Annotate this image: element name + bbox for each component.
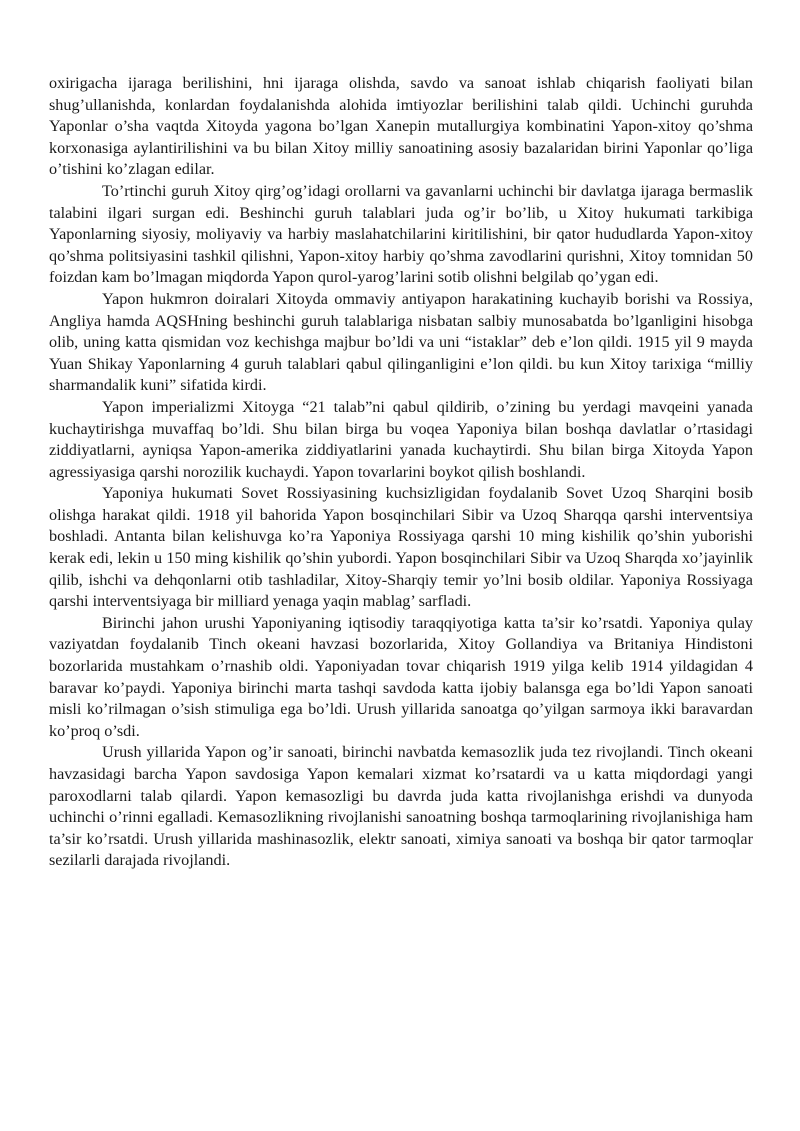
paragraph-economic-impact: Birinchi jahon urushi Yaponiyaning iqtisodiy taraqqiyotiga katta ta’sir ko’rsatdi. Yaponiya qulay vaziyatdan foydalanib Tinch okeani havzasi bozorlarida, Xitoy Gollandiya va Britaniya Hindistoni bozorlarida mustahkam o’rnashib oldi. Yaponiyadan tovar chiqarish 1919 yilga kelib 1914 yildagidan 4 baravar ko’paydi. Yaponiya birinchi marta tashqi savdoda katta ijobiy balansga ega bo’ldi Yapon sanoati misli ko’rilmagan o’sish stimuliga ega bo’ldi. Urush yillarida sanoatga qo’yilgan sarmoya ikki baravardan ko’proq o’sdi. <box>49 613 753 740</box>
paragraph-ruling-circles: Yapon hukmron doiralari Xitoyda ommaviy antiyapon harakatining kuchayib borishi va Rossiya, Angliya hamda AQSHning beshinchi guruh talablariga nisbatan salbiy munosabatda bo’lganligini hisobga olib, uning katta qismidan voz kechishga majbur bo’ldi va uni “istaklar” deb e’lon qildi. 1915 yil 9 mayda Yuan Shikay Yaponlarning 4 guruh talablari qabul qilinganligini e’lon qildi. bu kun Xitoy tarixiga “milliy sharmandalik kuni” sifatida kirdi. <box>49 289 753 395</box>
document-page <box>49 73 753 872</box>
paragraph-21-demands: Yapon imperializmi Xitoyga “21 talab”ni qabul qildirib, o’zining bu yerdagi mavqeini yanada kuchaytirishga muvaffaq bo’ldi. Shu bilan birga bu voqea Yaponiya bilan boshqa davlatlar o’rtasidagi ziddiyatlarni, ayniqsa Yapon-amerika ziddiyatlarini yanada kuchaytirdi. Shu bilan birga Xitoyda Yapon agressiyasiga qarshi norozilik kuchaydi. Yapon tovarlarini boykot qilish boshlandi. <box>49 397 753 481</box>
paragraph-fourth-group: To’rtinchi guruh Xitoy qirg’og’idagi orollarni va gavanlarni uchinchi bir davlatga ijaraga bermaslik talabini ilgari surgan edi. Beshinchi guruh talablari juda og’ir bo’lib, u Xitoy hukumati tarkibiga Yaponlarning siyosiy, moliyaviy va harbiy maslahatchilarini kiritilishini, bir qator hududlarda Yapon-xitoy qo’shma politsiyasini tashkil qilishni, Yapon-xitoy harbiy qo’shma zavodlarini qurishni, Xitoy tomnidan 50 foizdan kam bo’lmagan miqdorda Yapon qurol-yarog’larini sotib olishni belgilab qo’ygan edi. <box>49 181 753 287</box>
paragraph-intervention: Yaponiya hukumati Sovet Rossiyasining kuchsizligidan foydalanib Sovet Uzoq Sharqini bosib olishga harakat qildi. 1918 yil bahorida Yapon bosqinchilari Sibir va Uzoq Sharqqa qarshi interventsiya boshladi. Antanta bilan kelishuvga ko’ra Yaponiya Rossiyaga qarshi 10 ming kishilik qo’shin yuborishi kerak edi, lekin u 150 ming kishilik qo’shin yubordi. Yapon bosqinchilari Sibir va Uzoq Sharqda xo’jayinlik qilib, ishchi va dehqonlarni otib tashladilar, Xitoy-Sharqiy temir yo’lni bosib oldilar. Yaponiya Rossiyaga qarshi interventsiyaga bir milliard yenaga yaqin mablag’ sarfladi. <box>49 484 753 611</box>
paragraph-shipbuilding: Urush yillarida Yapon og’ir sanoati, birinchi navbatda kemasozlik juda tez rivojlandi. Tinch okeani havzasidagi barcha Yapon savdosiga Yapon kemalari xizmat ko’rsatardi va u katta miqdordagi yangi paroxodlarni talab qilardi. Yapon kemasozligi bu davrda juda katta rivojlanishga erishdi va dunyoda uchinchi o’rinni egalladi. Kemasozlikning rivojlanishi sanoatning boshqa tarmoqlarining rivojlanishiga ham ta’sir ko’rsatdi. Urush yillarida mashinasozlik, elektr sanoati, ximiya sanoati va boshqa bir qator tarmoqlar sezilarli darajada rivojlandi. <box>49 743 753 870</box>
paragraph-continuation: oxirigacha ijaraga berilishini, hni ijaraga olishda, savdo va sanoat ishlab chiqarish faoliyati bilan shug’ullanishda, konlardan foydalanishda alohida imtiyozlar berilishini talab qildi. Uchinchi guruhda Yaponlar o’sha vaqtda Xitoyda yagona bo’lgan Xanepin mutallurgiya kombinatini Yapon-xitoy qo’shma korxonasiga aylantirilishini va bu bilan Xitoy milliy sanoatining asosiy bazalaridan birini Yaponlar qo’liga o’tishini ko’zlagan edilar. <box>49 74 753 179</box>
